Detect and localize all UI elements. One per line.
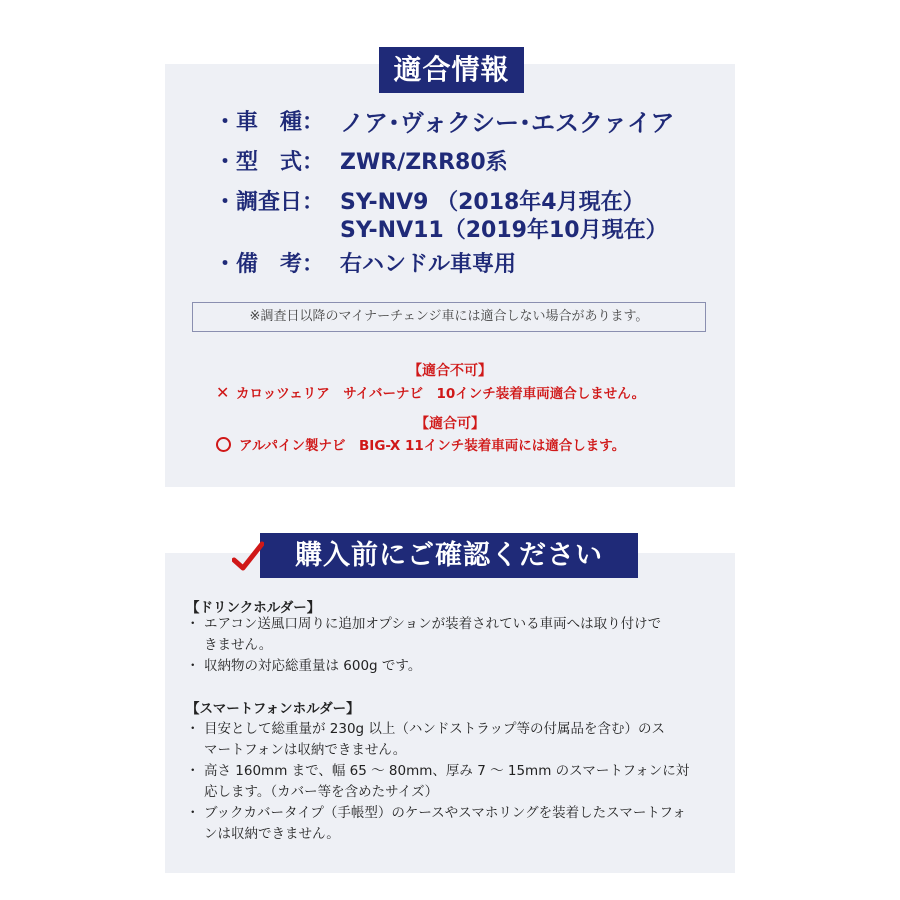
list-item bbox=[186, 719, 665, 761]
list-item bbox=[186, 803, 686, 845]
list-item-text: 目安として総重量が 230g 以上（ハンドストラップ等の付属品を含む）のス bbox=[204, 721, 666, 737]
list-item-text: 収納物の対応総重量は 600g です。 bbox=[204, 658, 422, 674]
list-item-text: 応します。（カバー等を含めたサイズ） bbox=[204, 784, 439, 800]
car-value: ノア･ヴォクシー･エスクァイア bbox=[340, 109, 675, 137]
bullet-mark: ・ bbox=[186, 763, 200, 779]
bullet-mark: ・ bbox=[186, 616, 200, 632]
compatible-header: 【適合可】 bbox=[415, 416, 485, 432]
not-compatible-header: 【適合不可】 bbox=[408, 363, 492, 379]
date-value-1: SY-NV9 （2018年4月現在） bbox=[340, 190, 645, 215]
bullet-mark: ・ bbox=[186, 721, 200, 737]
list-item-text: きません。 bbox=[204, 637, 273, 653]
compatible-line bbox=[216, 434, 625, 454]
note-value: 右ハンドル車専用 bbox=[340, 252, 517, 277]
date-label: ・調査日： bbox=[214, 190, 325, 215]
compatible-text: アルパイン製ナビ BIG-X 11インチ装着車両には適合します。 bbox=[239, 438, 626, 454]
model-label: ・型 式： bbox=[214, 150, 325, 175]
circle-icon bbox=[216, 437, 231, 452]
list-item bbox=[186, 761, 689, 803]
model-value: ZWR/ZRR80系 bbox=[340, 150, 508, 175]
checkmark-icon bbox=[232, 540, 264, 574]
not-compatible-line bbox=[216, 382, 645, 402]
list-item-text: エアコン送風口周りに追加オプションが装着されている車両へは取り付けで bbox=[204, 616, 662, 632]
list-item-text: ンは収納できません。 bbox=[204, 826, 340, 842]
list-item-text: 高さ 160mm まで、幅 65 ～ 80mm、厚み 7 ～ 15mm のスマートフォンに対 bbox=[204, 763, 690, 779]
compat-title: 適合情報 bbox=[379, 47, 524, 93]
drink-holder-header: 【ドリンクホルダー】 bbox=[186, 600, 321, 616]
phone-holder-header: 【スマートフォンホルダー】 bbox=[186, 701, 360, 717]
date-value-2: SY-NV11（2019年10月現在） bbox=[340, 218, 668, 243]
bullet-mark: ・ bbox=[186, 658, 200, 674]
not-compatible-text: カロッツェリア サイバーナビ 10インチ装着車両適合しません。 bbox=[236, 386, 646, 402]
list-item bbox=[186, 656, 421, 677]
confirm-title: 購入前にご確認ください bbox=[260, 533, 638, 578]
cross-icon: ✕ bbox=[216, 383, 230, 402]
list-item bbox=[186, 614, 661, 656]
list-item-text: マートフォンは収納できません。 bbox=[204, 742, 407, 758]
bullet-mark: ・ bbox=[186, 805, 200, 821]
note-label: ・備 考： bbox=[214, 252, 325, 277]
list-item-text: ブックカバータイプ（手帳型）のケースやスマホリングを装着したスマートフォ bbox=[204, 805, 686, 821]
notice-box: ※調査日以降のマイナーチェンジ車には適合しない場合があります。 bbox=[192, 302, 706, 332]
car-label: ・車 種： bbox=[214, 110, 325, 135]
